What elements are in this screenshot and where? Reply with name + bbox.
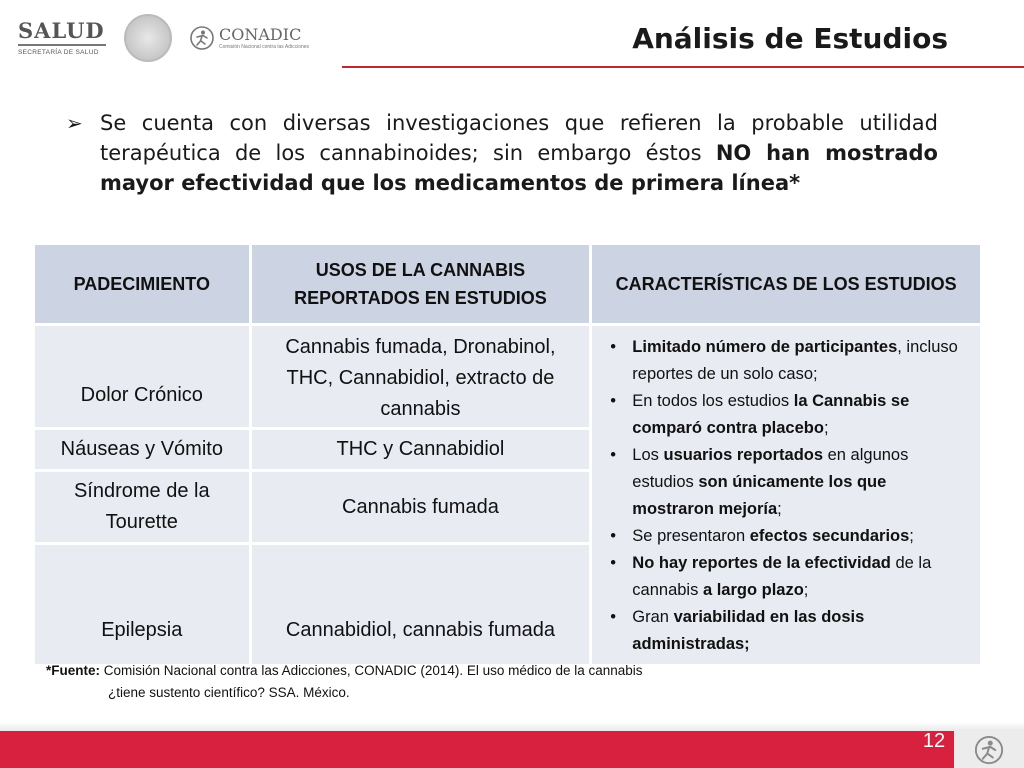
intro-paragraph bbox=[66, 108, 938, 198]
condition-cell: Síndrome de la Tourette bbox=[34, 471, 251, 543]
footnote-line1: Comisión Nacional contra las Adicciones, CONADIC (2014). El uso médico de la cannabis bbox=[100, 663, 643, 678]
page-title: Análisis de Estudios bbox=[632, 22, 948, 55]
list-item: • Gran variabilidad en las dosis administradas; bbox=[602, 604, 970, 658]
conadic-footer-icon bbox=[974, 735, 1004, 765]
header-uses: USOS DE LA CANNABIS REPORTADOS EN ESTUDIOS bbox=[250, 244, 591, 325]
list-item: • Los usuarios reportados en algunos estudios son únicamente los que mostraron mejoría; bbox=[602, 442, 970, 523]
uses-cell: THC y Cannabidiol bbox=[250, 429, 591, 471]
source-footnote bbox=[46, 660, 643, 704]
condition-cell: Náuseas y Vómito bbox=[34, 429, 251, 471]
salud-logo-word: SALUD bbox=[18, 20, 106, 46]
table-header-row bbox=[34, 244, 982, 325]
uses-cell: Cannabis fumada bbox=[250, 471, 591, 543]
header-characteristics: CARACTERÍSTICAS DE LOS ESTUDIOS bbox=[591, 244, 982, 325]
conadic-logo bbox=[190, 26, 309, 50]
conadic-logo-word: CONADIC bbox=[219, 25, 302, 44]
table-row bbox=[34, 325, 982, 429]
footer-logo bbox=[954, 731, 1024, 768]
footnote-label: *Fuente: bbox=[46, 663, 100, 678]
header-condition: PADECIMIENTO bbox=[34, 244, 251, 325]
condition-cell: Dolor Crónico bbox=[34, 325, 251, 429]
list-item: • En todos los estudios la Cannabis se comparó contra placebo; bbox=[602, 388, 970, 442]
footnote-line2: ¿tiene sustento científico? SSA. México. bbox=[108, 685, 350, 700]
list-item: • Se presentaron efectos secundarios; bbox=[602, 523, 970, 550]
conadic-logo-subtitle: Comisión Nacional contra las Adicciones bbox=[219, 44, 310, 50]
uses-cell: Cannabidiol, cannabis fumada bbox=[250, 543, 591, 665]
intro-text: Se cuenta con diversas investigaciones que refieren la probable utilidad terapéutica de los cannabinoides; sin embargo éstos bbox=[100, 111, 938, 165]
arrow-bullet-icon: ➢ bbox=[66, 111, 83, 135]
header-logos bbox=[18, 8, 309, 68]
salud-logo-subtitle: SECRETARÍA DE SALUD bbox=[18, 49, 99, 56]
page-number: 12 bbox=[922, 730, 946, 752]
list-item: • No hay reportes de la efectividad de la cannabis a largo plazo; bbox=[602, 550, 970, 604]
footer-shadow bbox=[0, 722, 1024, 731]
conadic-mark-icon bbox=[190, 26, 214, 50]
salud-logo bbox=[18, 20, 106, 56]
characteristics-cell bbox=[591, 325, 982, 666]
title-divider bbox=[342, 66, 1024, 68]
uses-cell: Cannabis fumada, Dronabinol, THC, Cannabidiol, extracto de cannabis bbox=[250, 325, 591, 429]
mexico-seal-icon bbox=[124, 14, 172, 62]
condition-cell: Epilepsia bbox=[34, 543, 251, 665]
footer-bar bbox=[0, 731, 1024, 768]
list-item: • Limitado número de participantes, incluso reportes de un solo caso; bbox=[602, 334, 970, 388]
studies-table bbox=[32, 242, 983, 667]
characteristics-list bbox=[602, 334, 970, 658]
intro-bold-text: NO han mostrado mayor efectividad que los medicamentos de primera línea* bbox=[100, 141, 938, 195]
